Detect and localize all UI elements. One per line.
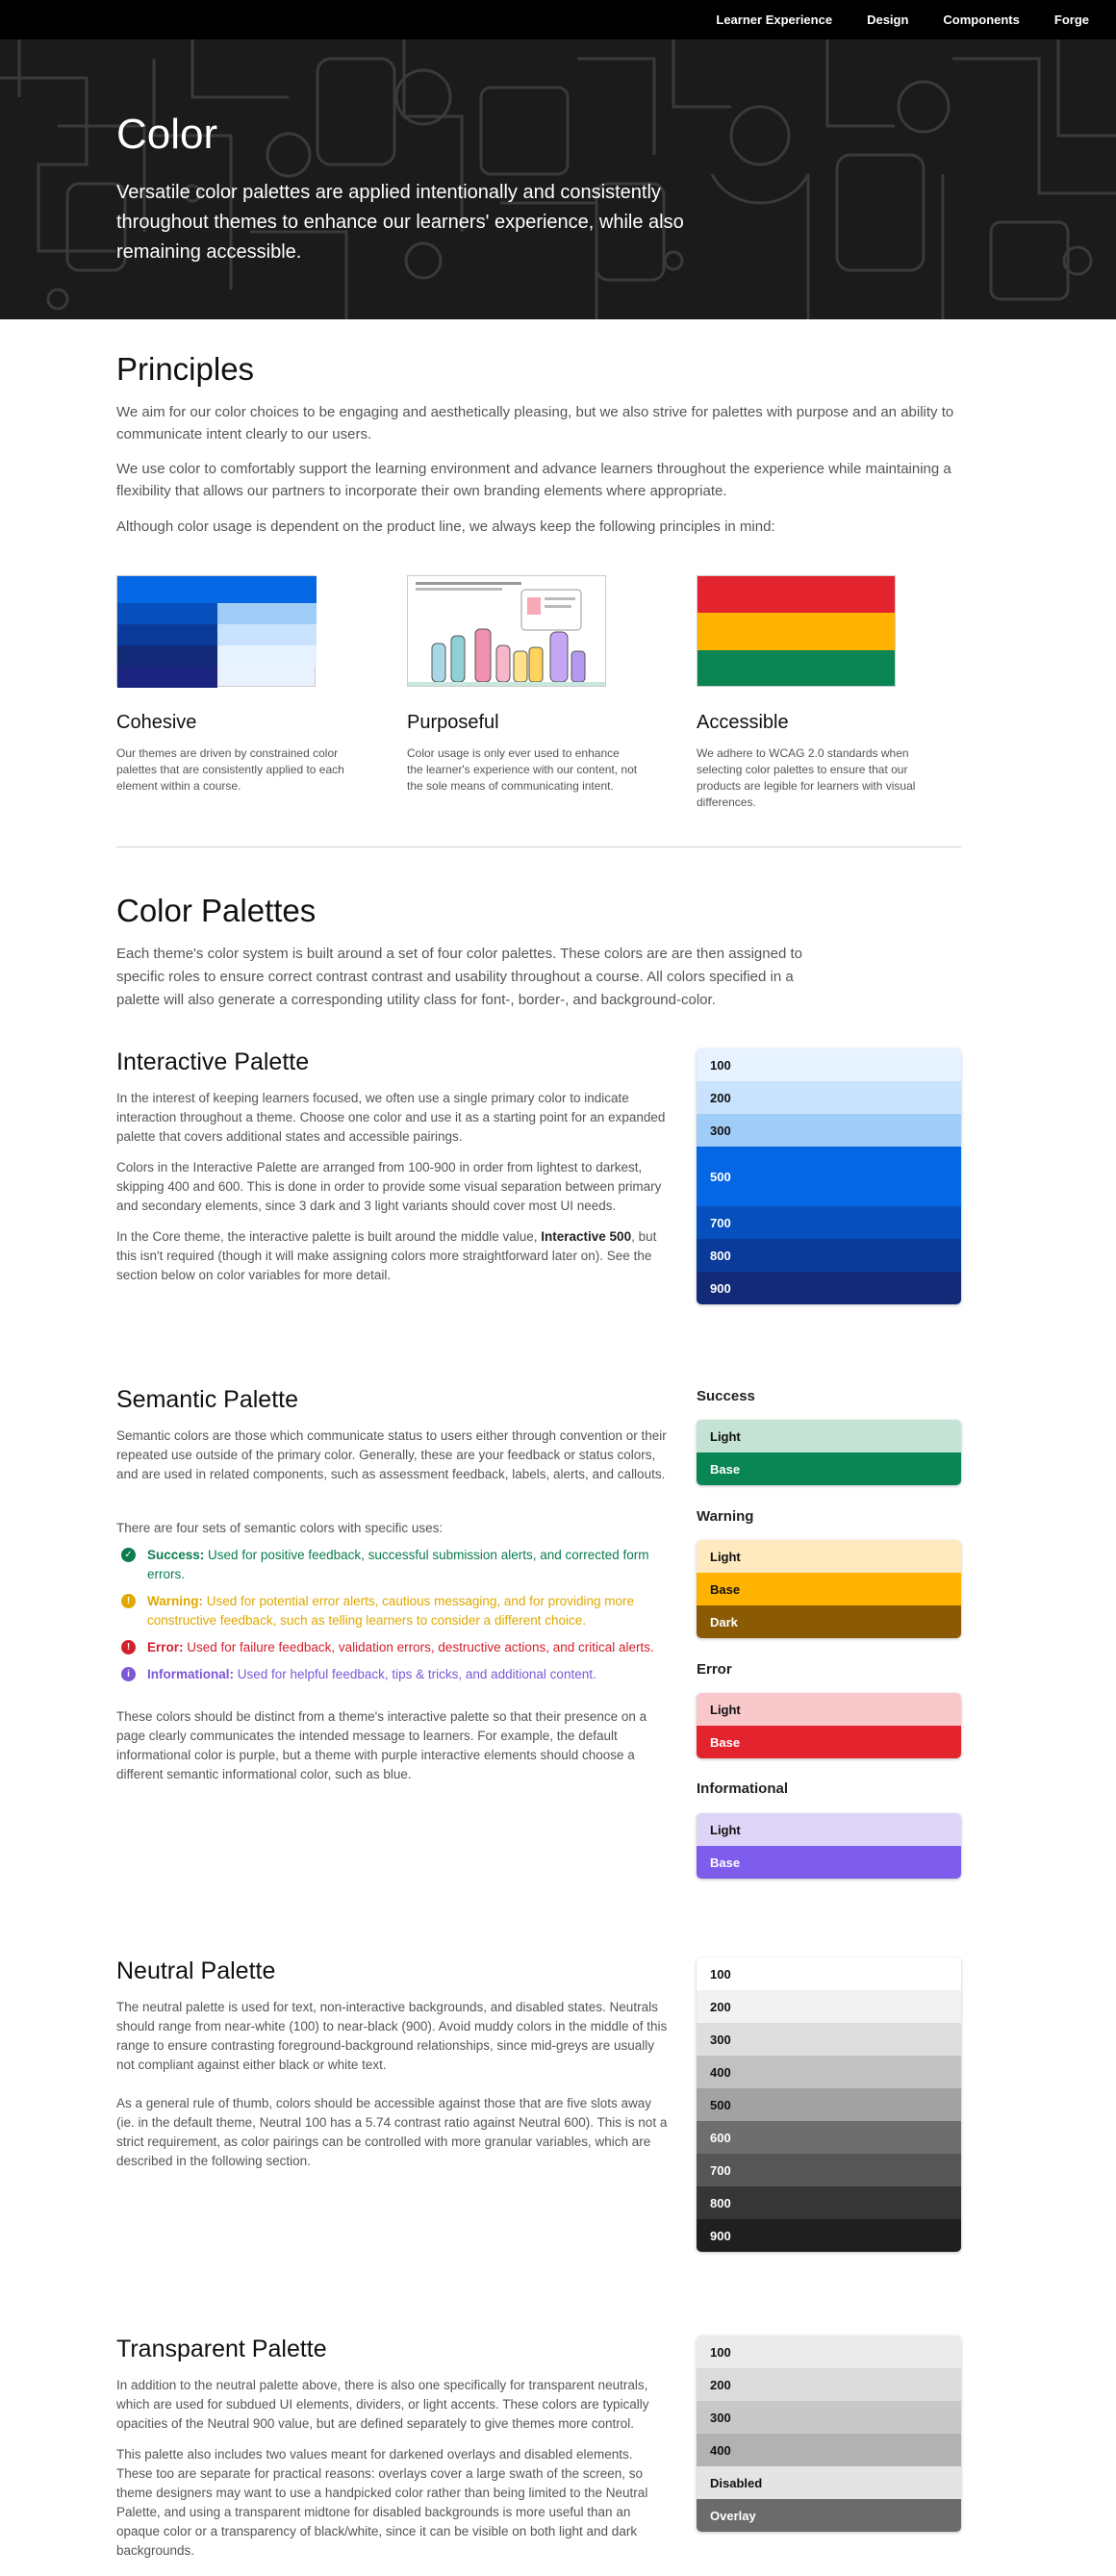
interactive-palette-heading: Interactive Palette: [116, 1048, 310, 1075]
transparent-swatch-300: 300: [697, 2401, 961, 2434]
interactive-swatch-900: 900: [697, 1272, 961, 1304]
neutral-swatch-400: 400: [697, 2056, 961, 2088]
error-circle-icon: !: [121, 1640, 136, 1654]
accessible-illustration: [697, 575, 896, 687]
success-swatch-base: Base: [697, 1452, 961, 1485]
neutral-swatch-300: 300: [697, 2023, 961, 2056]
informational-group-title: Informational: [697, 1780, 789, 1797]
success-swatch-light: Light: [697, 1420, 961, 1452]
warning-triangle-icon: !: [121, 1594, 136, 1608]
section-divider: [116, 846, 961, 847]
neutral-swatch-900: 900: [697, 2219, 961, 2252]
informational-swatch-base: Base: [697, 1846, 961, 1879]
semantic-palette-heading: Semantic Palette: [116, 1386, 298, 1413]
neutral-swatch-200: 200: [697, 1990, 961, 2023]
neutral-swatch-stack: [697, 1957, 961, 2252]
interactive-paragraph-3: In the Core theme, the interactive palette is built around the middle value, Interactive 500, but this isn't required (though it will make assigning colors more straightforward later on). See the section below on color variables for more detail.: [116, 1229, 657, 1282]
semantic-uses-list: [116, 1546, 670, 1692]
informational-swatch-stack: [697, 1813, 961, 1879]
interactive-paragraph-2: Colors in the Interactive Palette are arranged from 100-900 in order from lightest to darkest, skipping 400 and 600. This is done in order to provide some visual separation between primary and secondary elements, since 3 dark and 3 light variants should cover most UI needs.: [116, 1160, 662, 1213]
warning-swatch-stack: [697, 1540, 961, 1638]
nav-link-learner-experience[interactable]: Learner Experience: [716, 13, 833, 27]
transparent-swatch-disabled: Disabled: [697, 2466, 961, 2499]
interactive-swatch-stack: [697, 1048, 961, 1304]
transparent-swatch-overlay: Overlay: [697, 2499, 961, 2532]
neutral-swatch-700: 700: [697, 2154, 961, 2186]
interactive-paragraph-1: In the interest of keeping learners focused, we often use a single primary color to indicate interaction throughout a theme. Choose one color and use it as a starting point for an expanded palette that covers additional states and accessible pairings.: [116, 1091, 666, 1144]
neutral-paragraph-2: As a general rule of thumb, colors should be accessible against those that are five slots away (ie. in the default theme, Neutral 100 has a 5.74 contrast ratio against Neutral 600). This is not a strict requirement, as color pairings can be controlled with more granular variables, which are described in the following section.: [116, 2096, 668, 2168]
warning-group-title: Warning: [697, 1508, 754, 1525]
check-circle-icon: ✓: [121, 1548, 136, 1562]
principles-heading: Principles: [116, 351, 255, 387]
error-swatch-light: Light: [697, 1693, 961, 1726]
semantic-item-informational: i Informational: Used for helpful feedback, tips & tricks, and additional content.: [116, 1665, 670, 1684]
interactive-swatch-500: 500: [697, 1147, 961, 1206]
success-swatch-stack: [697, 1420, 961, 1485]
card-text-purposeful: Color usage is only ever used to enhance the learner's experience with our content, not the sole means of communicating intent.: [407, 746, 638, 793]
principles-paragraph-2: We use color to comfortably support the learning environment and advance learners throughout the experience while maintaining a flexibility that allows our partners to incorporate their own branding elements where appropriate.: [116, 461, 951, 499]
page-title: Color: [116, 111, 218, 158]
interactive-swatch-100: 100: [697, 1048, 961, 1081]
neutral-swatch-100: 100: [697, 1957, 961, 1990]
purposeful-illustration: [407, 575, 606, 687]
transparent-swatch-100: 100: [697, 2336, 961, 2368]
neutral-swatch-500: 500: [697, 2088, 961, 2121]
neutral-paragraph-1: The neutral palette is used for text, non-interactive backgrounds, and disabled states. Neutrals should range from near-white (100) to near-black (900). Avoid muddy colors in the middle of this range to ensure contrasting foreground-background relationships, since mid-greys are usually not compliant against either black or white text.: [116, 2000, 668, 2072]
info-circle-icon: i: [121, 1667, 136, 1681]
success-group-title: Success: [697, 1388, 755, 1404]
principles-paragraph-1: We aim for our color choices to be engaging and aesthetically pleasing, but we also strive for palettes with purpose and an ability to communicate intent clearly to our users.: [116, 404, 954, 442]
card-text-cohesive: Our themes are driven by constrained color palettes that are consistently applied to each element within a course.: [116, 746, 344, 793]
warning-swatch-light: Light: [697, 1540, 961, 1573]
transparent-paragraph-2: This palette also includes two values meant for darkened overlays and disabled elements. These too are separate for practical reasons: overlays cover a large swath of the screen, so theme designers may want to use a handpicked color rather than being limited to the Neutral Palette, and using a transparent midtone for disabled backgrounds is more useful than an opaque color or a transparency of black/white, since it can be visible on both light and dark backgrounds.: [116, 2447, 648, 2558]
card-title-accessible: Accessible: [697, 712, 789, 733]
hero-subtitle: Versatile color palettes are applied intentionally and consistently throughout themes to enhance our learners' experience, while also remaining accessible.: [116, 182, 684, 263]
warning-swatch-dark: Dark: [697, 1605, 961, 1638]
semantic-item-warning: ! Warning: Used for potential error alerts, cautious messaging, and for providing more constructive feedback, such as telling learners to consider a different choice.: [116, 1592, 670, 1630]
nav-link-design[interactable]: Design: [867, 13, 909, 27]
semantic-paragraph-3: These colors should be distinct from a theme's interactive palette so that their presence on a page clearly communicates the intended message to learners. For example, the default informational color is purple, but a theme with purple interactive elements should choose a different semantic informational color, such as blue.: [116, 1709, 647, 1781]
semantic-item-success: ✓ Success: Used for positive feedback, successful submission alerts, and corrected form errors.: [116, 1546, 670, 1584]
error-swatch-stack: [697, 1693, 961, 1758]
hero-banner: [0, 39, 1116, 319]
top-nav: [0, 0, 1116, 39]
card-title-purposeful: Purposeful: [407, 712, 499, 733]
color-palettes-heading: Color Palettes: [116, 893, 317, 928]
neutral-palette-heading: Neutral Palette: [116, 1957, 276, 1984]
semantic-paragraph-2: There are four sets of semantic colors with specific uses:: [116, 1521, 444, 1535]
card-text-accessible: We adhere to WCAG 2.0 standards when selecting color palettes to ensure that our products are legible for learners with visual differences.: [697, 746, 916, 809]
semantic-item-error: ! Error: Used for failure feedback, validation errors, destructive actions, and critical alerts.: [116, 1638, 670, 1657]
error-swatch-base: Base: [697, 1726, 961, 1758]
top-nav-links: [716, 0, 1089, 39]
nav-link-forge[interactable]: Forge: [1053, 13, 1089, 27]
neutral-swatch-800: 800: [697, 2186, 961, 2219]
transparent-swatch-stack: [697, 2336, 961, 2532]
nav-link-components[interactable]: Components: [943, 13, 1020, 27]
interactive-swatch-800: 800: [697, 1239, 961, 1272]
interactive-swatch-300: 300: [697, 1114, 961, 1147]
neutral-swatch-600: 600: [697, 2121, 961, 2154]
card-title-cohesive: Cohesive: [116, 712, 197, 733]
color-palettes-intro: Each theme's color system is built around a set of four color palettes. These colors are are then assigned to specific roles to ensure correct contrast contrast and usability throughout a course. All colors specified in a palette will also generate a corresponding utility class for font-, border-, and background-color.: [116, 946, 802, 1008]
interactive-swatch-700: 700: [697, 1206, 961, 1239]
transparent-paragraph-1: In addition to the neutral palette above, there is also one specifically for transparent neutrals, which are used for subdued UI elements, dividers, or light accents. These colors are typically opacities of the Neutral 900 value, but are defined separately to give themes more control.: [116, 2378, 649, 2431]
transparent-swatch-200: 200: [697, 2368, 961, 2401]
transparent-palette-heading: Transparent Palette: [116, 2336, 327, 2362]
transparent-swatch-400: 400: [697, 2434, 961, 2466]
error-group-title: Error: [697, 1661, 732, 1678]
cohesive-illustration: [116, 575, 316, 687]
principles-paragraph-3: Although color usage is dependent on the product line, we always keep the following principles in mind:: [116, 518, 775, 535]
interactive-swatch-200: 200: [697, 1081, 961, 1114]
semantic-paragraph-1: Semantic colors are those which communicate status to users either through convention or their repeated use outside of the primary color. Generally, these are your feedback or status colors, and are used in related components, such as assessment feedback, labels, alerts, and callouts.: [116, 1428, 667, 1481]
warning-swatch-base: Base: [697, 1573, 961, 1605]
informational-swatch-light: Light: [697, 1813, 961, 1846]
